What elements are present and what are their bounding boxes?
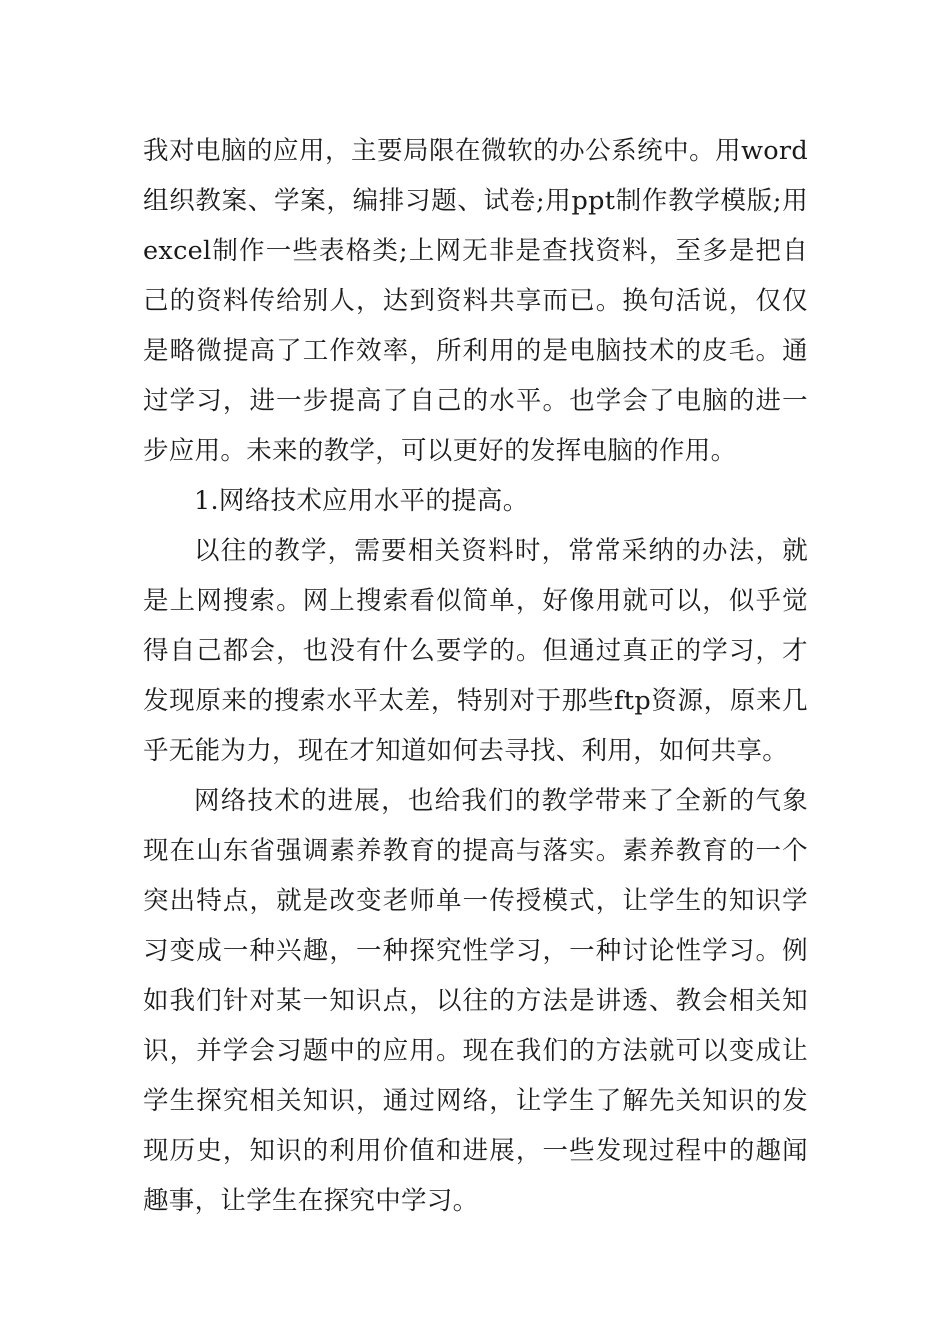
- paragraph-heading-network-skills: 1.网络技术应用水平的提高。: [194, 486, 529, 516]
- document-body: [143, 126, 808, 1226]
- paragraph-quality-education: 网络技术的进展，也给我们的教学带来了全新的气象现在山东省强调素养教育的提高与落实。素养教育的一个突出特点，就是改变老师单一传授模式，让学生的知识学习变成一种兴趣，一种探究性学习，一种讨论性学习。例如我们针对某一知识点，以往的方法是讲透、教会相关知识，并学会习题中的应用。现在我们的方法就可以变成让学生探究相关知识，通过网络，让学生了解先关知识的发现历史，知识的利用价值和进展，一些发现过程中的趣闻趣事，让学生在探究中学习。: [143, 786, 808, 1216]
- paragraph-search-skills: 以往的教学，需要相关资料时，常常采纳的办法，就是上网搜索。网上搜索看似简单，好像用就可以，似乎觉得自己都会，也没有什么要学的。但通过真正的学习，才发现原来的搜索水平太差，特别对于那些ftp资源，原来几乎无能为力，现在才知道如何去寻找、利用，如何共享。: [143, 536, 808, 766]
- paragraph-computer-usage: 我对电脑的应用，主要局限在微软的办公系统中。用word组织教案、学案，编排习题、试卷;用ppt制作教学模版;用excel制作一些表格类;上网无非是查找资料，至多是把自己的资料传给别人，达到资料共享而已。换句活说，仅仅是略微提高了工作效率，所利用的是电脑技术的皮毛。通过学习，进一步提高了自己的水平。也学会了电脑的进一步应用。未来的教学，可以更好的发挥电脑的作用。: [143, 136, 808, 466]
